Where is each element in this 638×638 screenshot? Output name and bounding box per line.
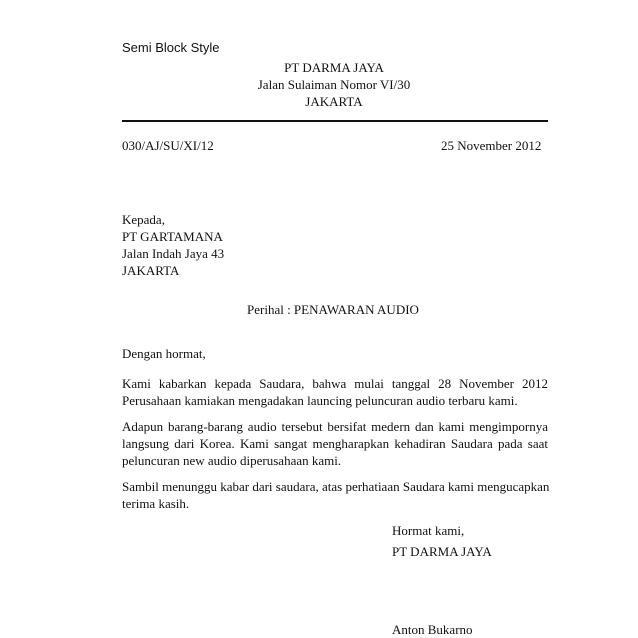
- closing-company: PT DARMA JAYA: [392, 544, 492, 559]
- paragraph-line: Sambil menunggu kabar dari saudara, atas perhatiaan Saudara kami mengucapkan: [122, 479, 550, 494]
- signer-name: Anton Bukarno: [392, 622, 473, 637]
- letterhead-address: Jalan Sulaiman Nomor VI/30: [257, 77, 411, 92]
- reference-number: 030/AJ/SU/XI/12: [122, 138, 214, 153]
- letter-date: 25 November 2012: [441, 138, 542, 153]
- paragraph-line: Kami kabarkan kepada Saudara, bahwa mulai tanggal 28 November 2012: [122, 376, 548, 391]
- recipient-city: JAKARTA: [122, 263, 180, 278]
- recipient-company: PT GARTAMANA: [122, 229, 223, 244]
- body-paragraph-3: [122, 478, 548, 512]
- paragraph-line: Adapun barang-barang audio tersebut bersifat medern dan kami mengimpornya: [122, 419, 548, 434]
- letterhead-divider: [122, 120, 548, 122]
- greeting: Dengan hormat,: [122, 346, 206, 361]
- style-label: Semi Block Style: [122, 40, 220, 55]
- letterhead-city: JAKARTA: [305, 94, 363, 109]
- paragraph-line: Perusahaan kamiakan mengadakan launcing peluncuran audio terbaru kami.: [122, 393, 518, 408]
- paragraph-line: langsung dari Korea. Kami sangat mengharapkan kehadiran Saudara pada saat: [122, 436, 548, 451]
- recipient-address: Jalan Indah Jaya 43: [122, 246, 225, 261]
- paragraph-line: terima kasih.: [122, 496, 190, 511]
- closing-phrase: Hormat kami,: [392, 523, 465, 538]
- subject-line: Perihal : PENAWARAN AUDIO: [247, 302, 419, 317]
- body-paragraph-1: [122, 375, 548, 409]
- body-paragraph-2: [122, 418, 548, 469]
- recipient-salutation: Kepada,: [122, 212, 165, 227]
- paragraph-line: peluncuran new audio diperusahaan kami.: [122, 453, 342, 468]
- letterhead-company: PT DARMA JAYA: [284, 60, 384, 75]
